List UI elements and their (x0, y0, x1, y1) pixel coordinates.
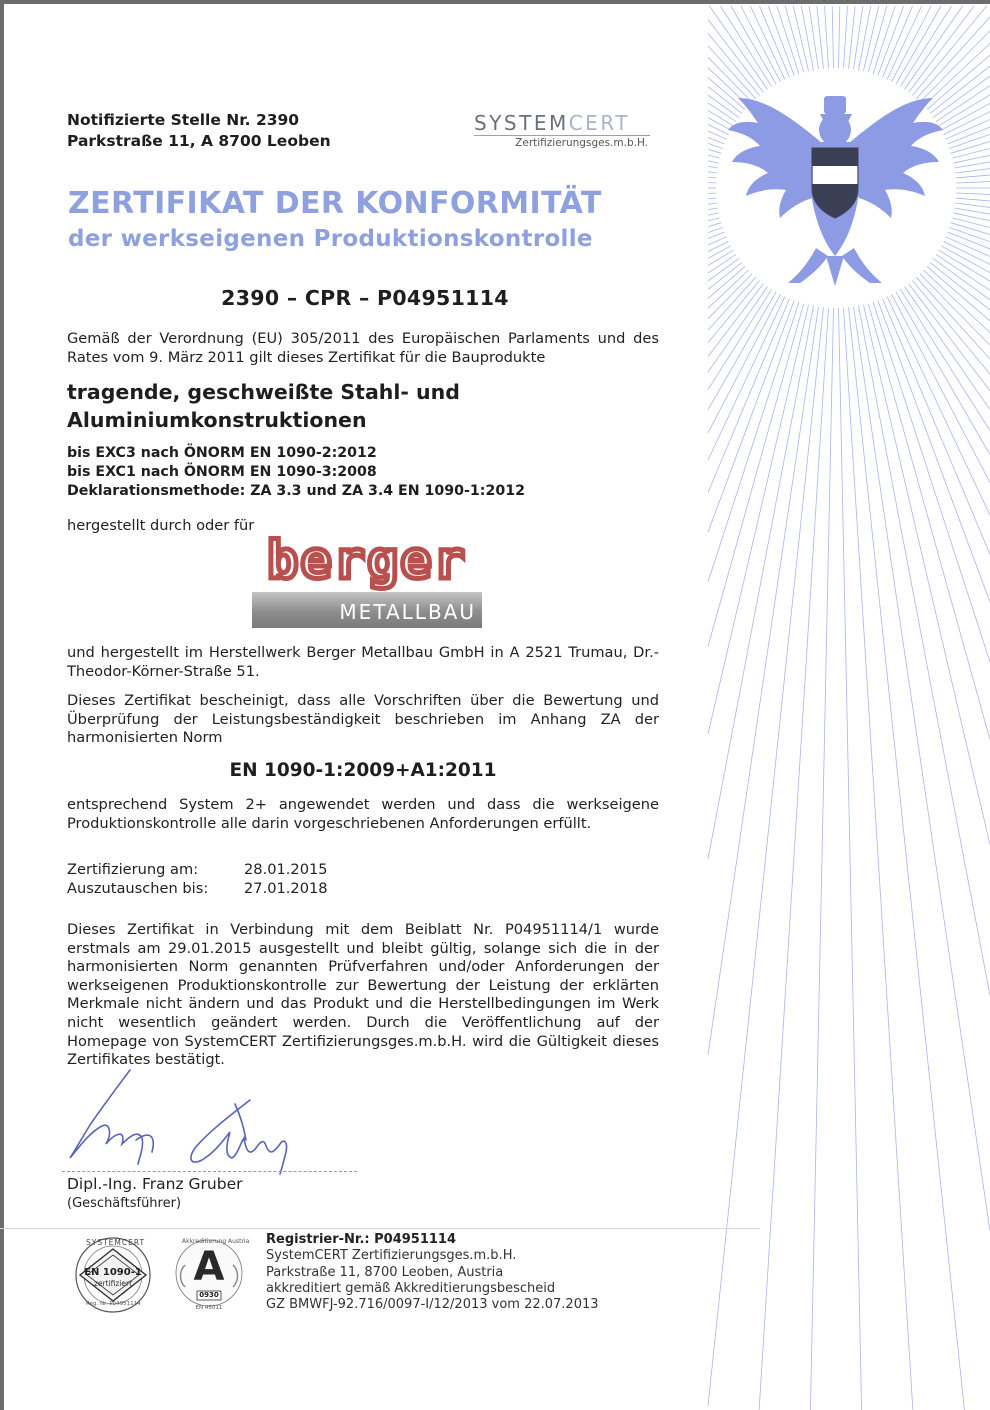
ray-line (793, 6, 808, 71)
ray-line (948, 232, 990, 249)
berger-tagline: METALLBAU (339, 600, 476, 624)
ray-line (844, 308, 913, 1410)
certified-date: 28.01.2015 (244, 861, 328, 878)
ray-line (708, 161, 719, 163)
eagle-emblem-icon (728, 78, 943, 288)
ray-line (759, 6, 789, 77)
ray-line (900, 6, 951, 87)
ray-line (952, 148, 990, 158)
ray-line (946, 237, 990, 257)
ray-line (948, 127, 990, 144)
ray-line (878, 300, 990, 602)
ray-line (708, 143, 723, 148)
ray-line (858, 306, 990, 995)
ray-line (943, 112, 990, 135)
signature-line (62, 1171, 357, 1172)
ray-line (955, 169, 990, 173)
ray-line (943, 241, 990, 264)
ray-line (896, 6, 941, 84)
footer-divider (0, 1228, 760, 1229)
spec-exc3: bis EXC3 nach ÖNORM EN 1090-2:2012 (67, 445, 377, 461)
ray-line (939, 95, 990, 126)
ray-line (839, 308, 862, 1410)
ray-line (708, 177, 716, 178)
ray-line (949, 227, 990, 241)
seal1-zertifiziert: zertifiziert (93, 1279, 133, 1288)
spec-exc1: bis EXC1 nach ÖNORM EN 1090-3:2008 (67, 463, 377, 480)
ray-line (759, 308, 828, 1410)
ray-line (955, 203, 990, 207)
ray-line (809, 6, 818, 69)
ray-line (708, 149, 721, 153)
ray-line (708, 172, 717, 173)
ray-line (954, 208, 990, 214)
ray-line (708, 307, 818, 1055)
ray-line (912, 280, 990, 374)
ray-line (741, 6, 781, 82)
ray-line (708, 166, 718, 168)
ray-line (956, 175, 990, 178)
logo-brand-cert: CERT (568, 111, 630, 135)
ray-line (854, 307, 990, 1231)
ray-line (708, 137, 724, 144)
ray-line (832, 6, 833, 68)
ray-line (710, 6, 768, 89)
handwritten-signature (60, 1060, 320, 1180)
ray-line (839, 6, 840, 68)
seal2-letter: A (193, 1244, 225, 1290)
ray-line (887, 297, 990, 516)
intro-text: Gemäß der Verordnung (EU) 305/2011 des Europäischen Parlaments und des Rates vom 9. März 2011 gilt dieses Zertifikat für die Bauprodukte (67, 330, 659, 366)
ray-line (892, 294, 990, 482)
certificate-title: ZERTIFIKAT DER KONFORMITÄT (68, 186, 602, 221)
ray-line (708, 305, 809, 734)
ray-line (708, 131, 726, 139)
signatory-role: (Geschäftsführer) (67, 1196, 182, 1211)
product-line-2: Aluminiumkonstruktionen (67, 408, 367, 432)
footer-address: Parkstraße 11, 8700 Leoben, Austria (266, 1264, 504, 1280)
validity-text: Dieses Zertifikat in Verbindung mit dem Beiblatt Nr. P04951114/1 wurde erstmals am 29.01.2015 ausgestellt und bleibt gültig, solange sich die in der harmonisierten Norm genannten Prüfverfahren und/oder Anforderungen der werkseigenen Produktionskontrolle zur Bewertung der Leistung der erklärten Merkmale nicht ändern und das Produkt und die Herstellbedingungen im Werk nicht wesentlich geändert werden. Durch die Veröffentlichung auf der Homepage von SystemCERT Zertifizierungsges.m.b.H. wird die Gültigkeit dieses Zertifikates bestätigt. (67, 921, 659, 1069)
spec-declaration-method: Deklarationsmethode: ZA 3.3 und ZA 3.4 EN 1090-1:2012 (67, 482, 525, 499)
notified-body-number: Notifizierte Stelle Nr. 2390 (67, 111, 300, 129)
ray-line (954, 162, 990, 168)
certified-label: Zertifizierung am: (67, 861, 199, 878)
ray-line (904, 287, 990, 410)
ray-line (883, 6, 913, 77)
berger-metallbau-logo (252, 531, 482, 630)
ray-line (878, 6, 904, 76)
ray-line (951, 223, 990, 235)
certificate-number: 2390 – CPR – P04951114 (221, 286, 509, 310)
footer-gz: GZ BMWFJ-92.716/0097-I/12/2013 vom 22.07.2013 (266, 1297, 599, 1313)
ray-line (708, 218, 720, 221)
ray-line (849, 307, 965, 1410)
seal2-bottom: EN 45011 (195, 1305, 223, 1311)
ray-line (956, 198, 990, 201)
notified-body-address: Parkstraße 11, A 8700 Leoben (67, 132, 331, 150)
ray-line (708, 304, 804, 647)
ray-line (951, 142, 990, 154)
plant-text: und hergestellt im Herstellwerk Berger Metallbau GmbH in A 2521 Trumau, Dr.-Theodor-Körner-Straße 51. (67, 644, 659, 680)
ray-line (873, 6, 895, 74)
ray-line (873, 302, 990, 662)
seal1-en1090: EN 1090-1 (84, 1267, 142, 1278)
seal2-number: 0930 (199, 1291, 219, 1299)
ray-line (785, 6, 804, 72)
replace-label: Auszutauschen bis: (67, 879, 209, 897)
footer-accredited: akkreditiert gemäß Akkreditierungsbescheid (266, 1280, 556, 1296)
ray-line (817, 6, 824, 69)
seal2-arc-top: Akkreditierung Austria (182, 1238, 250, 1245)
ray-line (936, 254, 990, 290)
logo-subline: Zertifizierungsges.m.b.H. (515, 137, 648, 149)
ray-line (936, 86, 990, 122)
ray-line (863, 6, 878, 71)
ray-line (825, 6, 829, 68)
ray-line (844, 6, 848, 68)
ray-line (916, 277, 990, 359)
ray-line (953, 213, 990, 221)
ray-line (941, 103, 990, 130)
ray-line (720, 6, 771, 87)
ray-line (708, 223, 721, 227)
ray-line (900, 289, 990, 430)
ray-line (858, 6, 870, 70)
ray-line (854, 6, 863, 69)
ray-line (708, 241, 729, 251)
ray-line (708, 124, 729, 134)
ray-line (868, 6, 887, 72)
ray-line (939, 250, 990, 281)
ray-line (892, 6, 932, 82)
harmonised-standard: EN 1090-1:2009+A1:2011 (229, 760, 497, 781)
ray-line (708, 302, 799, 582)
seal1-reg-number: Reg. Nr. P04951114 (86, 1301, 141, 1307)
certificate-subtitle: der werkseigenen Produktionskontrolle (68, 226, 593, 252)
signatory-name: Dipl.-Ing. Franz Gruber (67, 1175, 243, 1193)
ray-line (708, 297, 785, 460)
ray-line (953, 155, 990, 163)
ray-line (868, 304, 990, 740)
ray-line (708, 299, 789, 493)
footer-registration: Registrier-Nr.: P04951114 (266, 1232, 457, 1247)
ray-line (708, 227, 723, 232)
ray-line (887, 6, 922, 79)
ray-line (731, 6, 776, 84)
seal1-arc-top: SYSTEMCERT (86, 1238, 146, 1247)
ray-line (952, 218, 990, 228)
logo-brand-system: SYSTEM (474, 111, 569, 135)
ray-line (956, 182, 990, 183)
ray-line (946, 119, 990, 139)
ray-line (810, 308, 833, 1410)
ray-line (768, 6, 794, 76)
ray-line (708, 155, 720, 158)
ray-line (708, 307, 823, 1405)
ray-line (909, 284, 990, 391)
ray-line (896, 292, 990, 455)
ray-line (708, 198, 716, 199)
replace-date: 27.01.2018 (244, 879, 328, 897)
ray-line (708, 300, 794, 532)
ray-line (708, 208, 718, 210)
ray-line (883, 299, 990, 555)
ray-line (904, 6, 962, 89)
ray-line (956, 193, 990, 194)
ray-line (708, 203, 717, 204)
ray-line (750, 6, 785, 79)
ray-line (801, 6, 813, 70)
system-text: entsprechend System 2+ angewendet werden und dass die werkseigene Produktionskontrolle alle darin vorgeschriebenen Anforderungen erfüllt. (67, 796, 659, 832)
ray-line (708, 294, 780, 432)
attest-text: Dieses Zertifikat bescheinigt, dass alle Vorschriften über die Bewertung und Überprüfung der Leistungsbeständigkeit beschrieben im Anhang ZA der harmonisierten Norm (67, 692, 659, 747)
systemcert-logo (474, 112, 654, 150)
ray-line (708, 213, 719, 215)
made-by-label: hergestellt durch oder für (67, 517, 255, 534)
ray-line (941, 246, 990, 273)
berger-wordmark: berger (267, 531, 467, 591)
product-line-1: tragende, geschweißte Stahl- und (67, 380, 460, 404)
ray-line (849, 6, 856, 69)
ray-line (949, 134, 990, 148)
ray-line (708, 232, 724, 239)
ray-line (777, 6, 799, 74)
footer-company: SystemCERT Zertifizierungsges.m.b.H. (266, 1248, 517, 1264)
ray-line (708, 237, 726, 245)
ray-line (863, 305, 990, 845)
